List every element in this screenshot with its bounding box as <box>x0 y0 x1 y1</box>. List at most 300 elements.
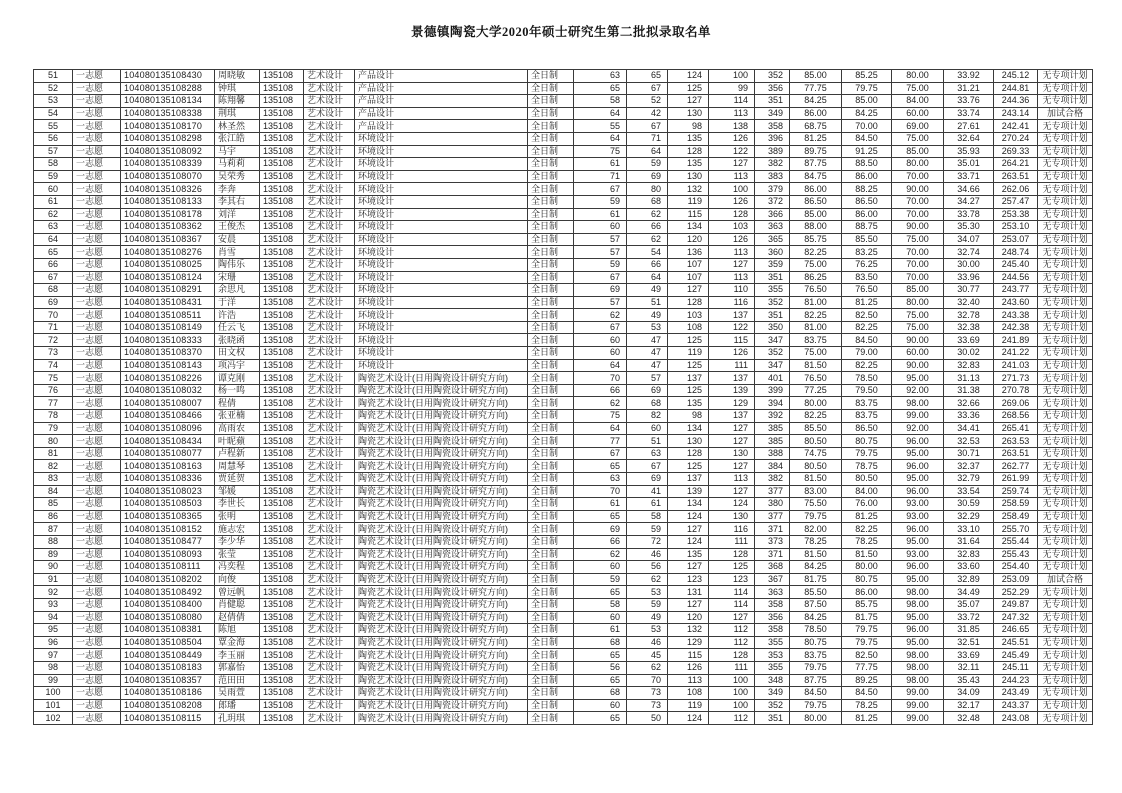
cell-serial-number: 53 <box>34 95 73 108</box>
cell-score-subject1: 127 <box>668 95 709 108</box>
cell-score-subject1: 98 <box>668 410 709 423</box>
cell-remark: 无专项计划 <box>1038 384 1093 397</box>
cell-score-politics: 64 <box>574 359 627 372</box>
cell-score-foreign-language: 62 <box>627 208 668 221</box>
cell-candidate-id: 104080135108381 <box>121 624 215 637</box>
cell-research-direction: 陶瓷艺术设计(日用陶瓷设计研究方向) <box>355 510 528 523</box>
cell-score-initial-total: 350 <box>755 321 790 334</box>
cell-remark: 无专项计划 <box>1038 611 1093 624</box>
cell-major-name: 艺术设计 <box>304 510 355 523</box>
cell-score-subject2: 128 <box>709 548 755 561</box>
cell-score-politics: 62 <box>574 397 627 410</box>
cell-research-direction: 陶瓷艺术设计(日用陶瓷设计研究方向) <box>355 598 528 611</box>
cell-score-initial-total: 352 <box>755 296 790 309</box>
cell-score-subject1: 127 <box>668 561 709 574</box>
cell-retest-score3: 95.00 <box>892 473 944 486</box>
cell-remark: 无专项计划 <box>1038 321 1093 334</box>
cell-score-subject1: 123 <box>668 573 709 586</box>
cell-remark: 无专项计划 <box>1038 548 1093 561</box>
cell-score-subject1: 128 <box>668 447 709 460</box>
cell-remark: 无专项计划 <box>1038 170 1093 183</box>
cell-study-mode: 全日制 <box>528 422 574 435</box>
cell-final-total: 268.56 <box>994 410 1038 423</box>
cell-retest-score1: 83.00 <box>790 485 842 498</box>
cell-weighted-score: 33.92 <box>944 70 994 83</box>
cell-final-total: 262.77 <box>994 460 1038 473</box>
cell-major-code: 135108 <box>260 271 304 284</box>
cell-major-name: 艺术设计 <box>304 208 355 221</box>
cell-major-code: 135108 <box>260 535 304 548</box>
cell-candidate-id: 104080135108338 <box>121 107 215 120</box>
cell-final-total: 271.73 <box>994 372 1038 385</box>
cell-retest-score2: 88.25 <box>842 183 892 196</box>
cell-research-direction: 产品设计 <box>355 120 528 133</box>
cell-score-subject1: 124 <box>668 712 709 725</box>
cell-final-total: 241.03 <box>994 359 1038 372</box>
cell-retest-score1: 84.25 <box>790 561 842 574</box>
table-row <box>34 510 1093 523</box>
cell-score-foreign-language: 69 <box>627 384 668 397</box>
cell-research-direction: 陶瓷艺术设计(日用陶瓷设计研究方向) <box>355 422 528 435</box>
cell-score-subject2: 127 <box>709 485 755 498</box>
cell-retest-score1: 80.75 <box>790 636 842 649</box>
cell-score-subject2: 113 <box>709 170 755 183</box>
cell-score-subject1: 115 <box>668 208 709 221</box>
cell-remark: 加试合格 <box>1038 107 1093 120</box>
cell-candidate-id: 104080135108149 <box>121 321 215 334</box>
cell-final-total: 253.09 <box>994 573 1038 586</box>
cell-serial-number: 70 <box>34 309 73 322</box>
cell-score-initial-total: 352 <box>755 70 790 83</box>
cell-retest-score3: 96.00 <box>892 561 944 574</box>
cell-retest-score2: 82.50 <box>842 649 892 662</box>
cell-serial-number: 56 <box>34 132 73 145</box>
cell-study-mode: 全日制 <box>528 674 574 687</box>
cell-score-foreign-language: 62 <box>627 573 668 586</box>
cell-score-politics: 75 <box>574 145 627 158</box>
cell-score-subject2: 114 <box>709 95 755 108</box>
cell-volunteer-type: 一志愿 <box>73 636 121 649</box>
cell-retest-score1: 84.25 <box>790 95 842 108</box>
cell-research-direction: 环境设计 <box>355 246 528 259</box>
cell-candidate-id: 104080135108367 <box>121 233 215 246</box>
cell-final-total: 245.40 <box>994 258 1038 271</box>
cell-student-name: 高雨农 <box>215 422 260 435</box>
cell-score-politics: 62 <box>574 548 627 561</box>
cell-serial-number: 67 <box>34 271 73 284</box>
cell-remark: 无专项计划 <box>1038 447 1093 460</box>
cell-retest-score1: 81.50 <box>790 548 842 561</box>
cell-score-subject2: 128 <box>709 649 755 662</box>
cell-retest-score1: 74.75 <box>790 447 842 460</box>
cell-serial-number: 89 <box>34 548 73 561</box>
cell-student-name: 贾延贺 <box>215 473 260 486</box>
cell-retest-score1: 85.00 <box>790 70 842 83</box>
cell-score-politics: 68 <box>574 687 627 700</box>
cell-retest-score1: 80.50 <box>790 460 842 473</box>
cell-volunteer-type: 一志愿 <box>73 246 121 259</box>
table-row <box>34 334 1093 347</box>
cell-student-name: 张明 <box>215 510 260 523</box>
cell-serial-number: 102 <box>34 712 73 725</box>
cell-volunteer-type: 一志愿 <box>73 107 121 120</box>
cell-retest-score1: 80.00 <box>790 712 842 725</box>
cell-retest-score1: 75.50 <box>790 498 842 511</box>
cell-retest-score2: 83.50 <box>842 271 892 284</box>
cell-weighted-score: 33.78 <box>944 208 994 221</box>
cell-weighted-score: 30.59 <box>944 498 994 511</box>
cell-weighted-score: 32.83 <box>944 359 994 372</box>
cell-score-subject1: 128 <box>668 296 709 309</box>
cell-serial-number: 96 <box>34 636 73 649</box>
cell-score-subject2: 137 <box>709 410 755 423</box>
cell-retest-score3: 75.00 <box>892 321 944 334</box>
cell-major-code: 135108 <box>260 372 304 385</box>
cell-retest-score2: 91.25 <box>842 145 892 158</box>
cell-score-initial-total: 389 <box>755 145 790 158</box>
cell-score-subject2: 111 <box>709 661 755 674</box>
cell-study-mode: 全日制 <box>528 485 574 498</box>
cell-study-mode: 全日制 <box>528 296 574 309</box>
cell-candidate-id: 104080135108400 <box>121 598 215 611</box>
cell-score-initial-total: 384 <box>755 460 790 473</box>
cell-remark: 无专项计划 <box>1038 372 1093 385</box>
cell-score-foreign-language: 72 <box>627 535 668 548</box>
cell-student-name: 项冯宇 <box>215 359 260 372</box>
cell-score-subject1: 135 <box>668 397 709 410</box>
cell-retest-score1: 87.50 <box>790 598 842 611</box>
cell-score-initial-total: 353 <box>755 649 790 662</box>
cell-retest-score3: 60.00 <box>892 347 944 360</box>
cell-research-direction: 陶瓷艺术设计(日用陶瓷设计研究方向) <box>355 699 528 712</box>
cell-candidate-id: 104080135108077 <box>121 447 215 460</box>
cell-score-subject2: 116 <box>709 523 755 536</box>
cell-score-subject1: 124 <box>668 70 709 83</box>
cell-major-name: 艺术设计 <box>304 296 355 309</box>
cell-major-name: 艺术设计 <box>304 410 355 423</box>
cell-remark: 无专项计划 <box>1038 309 1093 322</box>
cell-score-politics: 61 <box>574 624 627 637</box>
cell-research-direction: 环境设计 <box>355 334 528 347</box>
cell-retest-score2: 79.00 <box>842 347 892 360</box>
cell-study-mode: 全日制 <box>528 435 574 448</box>
cell-research-direction: 陶瓷艺术设计(日用陶瓷设计研究方向) <box>355 624 528 637</box>
cell-score-foreign-language: 53 <box>627 321 668 334</box>
cell-weighted-score: 33.69 <box>944 334 994 347</box>
cell-research-direction: 陶瓷艺术设计(日用陶瓷设计研究方向) <box>355 447 528 460</box>
cell-major-code: 135108 <box>260 95 304 108</box>
cell-score-foreign-language: 46 <box>627 548 668 561</box>
cell-score-subject1: 119 <box>668 195 709 208</box>
cell-student-name: 马宇 <box>215 145 260 158</box>
cell-student-name: 李玉丽 <box>215 649 260 662</box>
cell-retest-score2: 80.75 <box>842 435 892 448</box>
cell-final-total: 249.87 <box>994 598 1038 611</box>
cell-score-initial-total: 351 <box>755 271 790 284</box>
cell-major-name: 艺术设计 <box>304 70 355 83</box>
cell-score-subject1: 134 <box>668 221 709 234</box>
cell-serial-number: 62 <box>34 208 73 221</box>
cell-remark: 无专项计划 <box>1038 661 1093 674</box>
cell-final-total: 254.40 <box>994 561 1038 574</box>
cell-score-subject2: 127 <box>709 422 755 435</box>
cell-weighted-score: 34.27 <box>944 195 994 208</box>
cell-serial-number: 63 <box>34 221 73 234</box>
cell-student-name: 张江皓 <box>215 132 260 145</box>
cell-research-direction: 陶瓷艺术设计(日用陶瓷设计研究方向) <box>355 473 528 486</box>
cell-score-subject2: 100 <box>709 699 755 712</box>
cell-retest-score1: 84.75 <box>790 170 842 183</box>
cell-score-initial-total: 351 <box>755 712 790 725</box>
cell-research-direction: 环境设计 <box>355 347 528 360</box>
cell-student-name: 杨一鸣 <box>215 384 260 397</box>
cell-remark: 无专项计划 <box>1038 712 1093 725</box>
cell-weighted-score: 35.30 <box>944 221 994 234</box>
cell-retest-score3: 70.00 <box>892 271 944 284</box>
cell-remark: 无专项计划 <box>1038 624 1093 637</box>
cell-score-foreign-language: 47 <box>627 347 668 360</box>
cell-score-politics: 58 <box>574 598 627 611</box>
cell-major-name: 艺术设计 <box>304 473 355 486</box>
cell-score-initial-total: 382 <box>755 158 790 171</box>
cell-score-foreign-language: 42 <box>627 107 668 120</box>
table-row <box>34 598 1093 611</box>
cell-volunteer-type: 一志愿 <box>73 649 121 662</box>
cell-major-code: 135108 <box>260 70 304 83</box>
table-row <box>34 447 1093 460</box>
cell-retest-score1: 68.75 <box>790 120 842 133</box>
cell-retest-score1: 84.50 <box>790 687 842 700</box>
cell-score-initial-total: 355 <box>755 284 790 297</box>
cell-remark: 无专项计划 <box>1038 158 1093 171</box>
cell-retest-score1: 88.00 <box>790 221 842 234</box>
cell-major-code: 135108 <box>260 573 304 586</box>
cell-research-direction: 陶瓷艺术设计(日用陶瓷设计研究方向) <box>355 372 528 385</box>
cell-retest-score1: 86.50 <box>790 195 842 208</box>
cell-retest-score2: 70.00 <box>842 120 892 133</box>
cell-major-name: 艺术设计 <box>304 699 355 712</box>
cell-score-politics: 70 <box>574 372 627 385</box>
cell-score-subject2: 122 <box>709 145 755 158</box>
cell-major-name: 艺术设计 <box>304 309 355 322</box>
cell-volunteer-type: 一志愿 <box>73 447 121 460</box>
cell-score-politics: 63 <box>574 473 627 486</box>
cell-remark: 无专项计划 <box>1038 649 1093 662</box>
cell-major-code: 135108 <box>260 661 304 674</box>
cell-score-subject2: 103 <box>709 221 755 234</box>
cell-major-code: 135108 <box>260 158 304 171</box>
cell-retest-score3: 99.00 <box>892 712 944 725</box>
cell-retest-score2: 84.50 <box>842 132 892 145</box>
cell-major-name: 艺术设计 <box>304 447 355 460</box>
cell-study-mode: 全日制 <box>528 636 574 649</box>
cell-retest-score3: 98.00 <box>892 397 944 410</box>
cell-study-mode: 全日制 <box>528 120 574 133</box>
cell-candidate-id: 104080135108025 <box>121 258 215 271</box>
table-row <box>34 271 1093 284</box>
cell-volunteer-type: 一志愿 <box>73 208 121 221</box>
table-row <box>34 221 1093 234</box>
cell-score-initial-total: 388 <box>755 447 790 460</box>
cell-retest-score3: 95.00 <box>892 372 944 385</box>
cell-volunteer-type: 一志愿 <box>73 145 121 158</box>
cell-score-subject1: 120 <box>668 611 709 624</box>
cell-score-subject1: 130 <box>668 107 709 120</box>
cell-retest-score2: 81.50 <box>842 548 892 561</box>
cell-volunteer-type: 一志愿 <box>73 170 121 183</box>
table-row <box>34 661 1093 674</box>
cell-student-name: 刘洋 <box>215 208 260 221</box>
cell-weighted-score: 34.07 <box>944 233 994 246</box>
cell-major-code: 135108 <box>260 510 304 523</box>
cell-candidate-id: 104080135108152 <box>121 523 215 536</box>
cell-remark: 无专项计划 <box>1038 473 1093 486</box>
cell-remark: 无专项计划 <box>1038 208 1093 221</box>
cell-study-mode: 全日制 <box>528 208 574 221</box>
cell-score-foreign-language: 49 <box>627 284 668 297</box>
cell-serial-number: 68 <box>34 284 73 297</box>
cell-retest-score2: 84.00 <box>842 485 892 498</box>
cell-serial-number: 61 <box>34 195 73 208</box>
cell-score-politics: 65 <box>574 712 627 725</box>
cell-volunteer-type: 一志愿 <box>73 510 121 523</box>
cell-serial-number: 60 <box>34 183 73 196</box>
cell-score-subject1: 107 <box>668 258 709 271</box>
cell-major-name: 艺术设计 <box>304 132 355 145</box>
cell-student-name: 向俊 <box>215 573 260 586</box>
cell-score-subject2: 129 <box>709 397 755 410</box>
cell-score-subject1: 115 <box>668 649 709 662</box>
cell-score-foreign-language: 59 <box>627 598 668 611</box>
cell-volunteer-type: 一志愿 <box>73 699 121 712</box>
cell-final-total: 245.12 <box>994 70 1038 83</box>
cell-final-total: 270.78 <box>994 384 1038 397</box>
cell-study-mode: 全日制 <box>528 95 574 108</box>
cell-serial-number: 76 <box>34 384 73 397</box>
cell-volunteer-type: 一志愿 <box>73 687 121 700</box>
cell-volunteer-type: 一志愿 <box>73 70 121 83</box>
cell-candidate-id: 104080135108430 <box>121 70 215 83</box>
cell-weighted-score: 31.13 <box>944 372 994 385</box>
cell-final-total: 243.08 <box>994 712 1038 725</box>
cell-major-code: 135108 <box>260 561 304 574</box>
cell-serial-number: 93 <box>34 598 73 611</box>
cell-serial-number: 88 <box>34 535 73 548</box>
table-row <box>34 372 1093 385</box>
cell-major-code: 135108 <box>260 258 304 271</box>
cell-research-direction: 陶瓷艺术设计(日用陶瓷设计研究方向) <box>355 687 528 700</box>
cell-score-subject1: 127 <box>668 598 709 611</box>
cell-retest-score1: 82.25 <box>790 309 842 322</box>
cell-retest-score3: 98.00 <box>892 649 944 662</box>
cell-research-direction: 陶瓷艺术设计(日用陶瓷设计研究方向) <box>355 636 528 649</box>
cell-score-politics: 60 <box>574 347 627 360</box>
cell-retest-score1: 78.25 <box>790 535 842 548</box>
cell-score-foreign-language: 66 <box>627 258 668 271</box>
cell-retest-score1: 81.00 <box>790 321 842 334</box>
cell-major-name: 艺术设计 <box>304 284 355 297</box>
cell-serial-number: 66 <box>34 258 73 271</box>
cell-final-total: 243.37 <box>994 699 1038 712</box>
cell-retest-score3: 95.00 <box>892 573 944 586</box>
table-row <box>34 82 1093 95</box>
cell-score-subject2: 112 <box>709 712 755 725</box>
cell-score-politics: 75 <box>574 410 627 423</box>
cell-score-politics: 62 <box>574 309 627 322</box>
cell-major-code: 135108 <box>260 384 304 397</box>
cell-major-name: 艺术设计 <box>304 107 355 120</box>
cell-retest-score3: 99.00 <box>892 699 944 712</box>
cell-volunteer-type: 一志愿 <box>73 384 121 397</box>
cell-final-total: 265.41 <box>994 422 1038 435</box>
cell-study-mode: 全日制 <box>528 321 574 334</box>
cell-student-name: 陈旭 <box>215 624 260 637</box>
cell-candidate-id: 104080135108365 <box>121 510 215 523</box>
cell-student-name: 于洋 <box>215 296 260 309</box>
cell-candidate-id: 104080135108115 <box>121 712 215 725</box>
cell-score-foreign-language: 64 <box>627 271 668 284</box>
cell-serial-number: 73 <box>34 347 73 360</box>
cell-candidate-id: 104080135108124 <box>121 271 215 284</box>
cell-score-subject2: 126 <box>709 233 755 246</box>
cell-major-code: 135108 <box>260 334 304 347</box>
cell-final-total: 245.51 <box>994 636 1038 649</box>
cell-score-subject2: 127 <box>709 611 755 624</box>
cell-retest-score1: 86.00 <box>790 183 842 196</box>
cell-serial-number: 58 <box>34 158 73 171</box>
cell-candidate-id: 104080135108143 <box>121 359 215 372</box>
cell-score-initial-total: 347 <box>755 359 790 372</box>
cell-remark: 无专项计划 <box>1038 271 1093 284</box>
cell-serial-number: 91 <box>34 573 73 586</box>
cell-serial-number: 94 <box>34 611 73 624</box>
cell-volunteer-type: 一志愿 <box>73 410 121 423</box>
cell-serial-number: 100 <box>34 687 73 700</box>
cell-weighted-score: 32.37 <box>944 460 994 473</box>
cell-score-initial-total: 363 <box>755 221 790 234</box>
table-row <box>34 233 1093 246</box>
cell-serial-number: 84 <box>34 485 73 498</box>
cell-retest-score3: 93.00 <box>892 548 944 561</box>
cell-final-total: 248.74 <box>994 246 1038 259</box>
cell-student-name: 肖雪 <box>215 246 260 259</box>
cell-study-mode: 全日制 <box>528 523 574 536</box>
cell-student-name: 吴荣秀 <box>215 170 260 183</box>
cell-student-name: 张晓函 <box>215 334 260 347</box>
cell-score-politics: 71 <box>574 170 627 183</box>
cell-score-initial-total: 365 <box>755 233 790 246</box>
cell-candidate-id: 104080135108202 <box>121 573 215 586</box>
cell-final-total: 241.89 <box>994 334 1038 347</box>
cell-major-code: 135108 <box>260 208 304 221</box>
cell-student-name: 许浩 <box>215 309 260 322</box>
cell-retest-score1: 77.25 <box>790 384 842 397</box>
cell-retest-score3: 98.00 <box>892 661 944 674</box>
table-row <box>34 195 1093 208</box>
cell-final-total: 255.44 <box>994 535 1038 548</box>
cell-weighted-score: 30.02 <box>944 347 994 360</box>
cell-retest-score3: 90.00 <box>892 359 944 372</box>
cell-score-initial-total: 377 <box>755 510 790 523</box>
cell-retest-score1: 79.75 <box>790 699 842 712</box>
table-row <box>34 208 1093 221</box>
cell-final-total: 246.65 <box>994 624 1038 637</box>
cell-score-initial-total: 394 <box>755 397 790 410</box>
cell-candidate-id: 104080135108163 <box>121 460 215 473</box>
table-row <box>34 636 1093 649</box>
cell-final-total: 262.06 <box>994 183 1038 196</box>
cell-serial-number: 85 <box>34 498 73 511</box>
